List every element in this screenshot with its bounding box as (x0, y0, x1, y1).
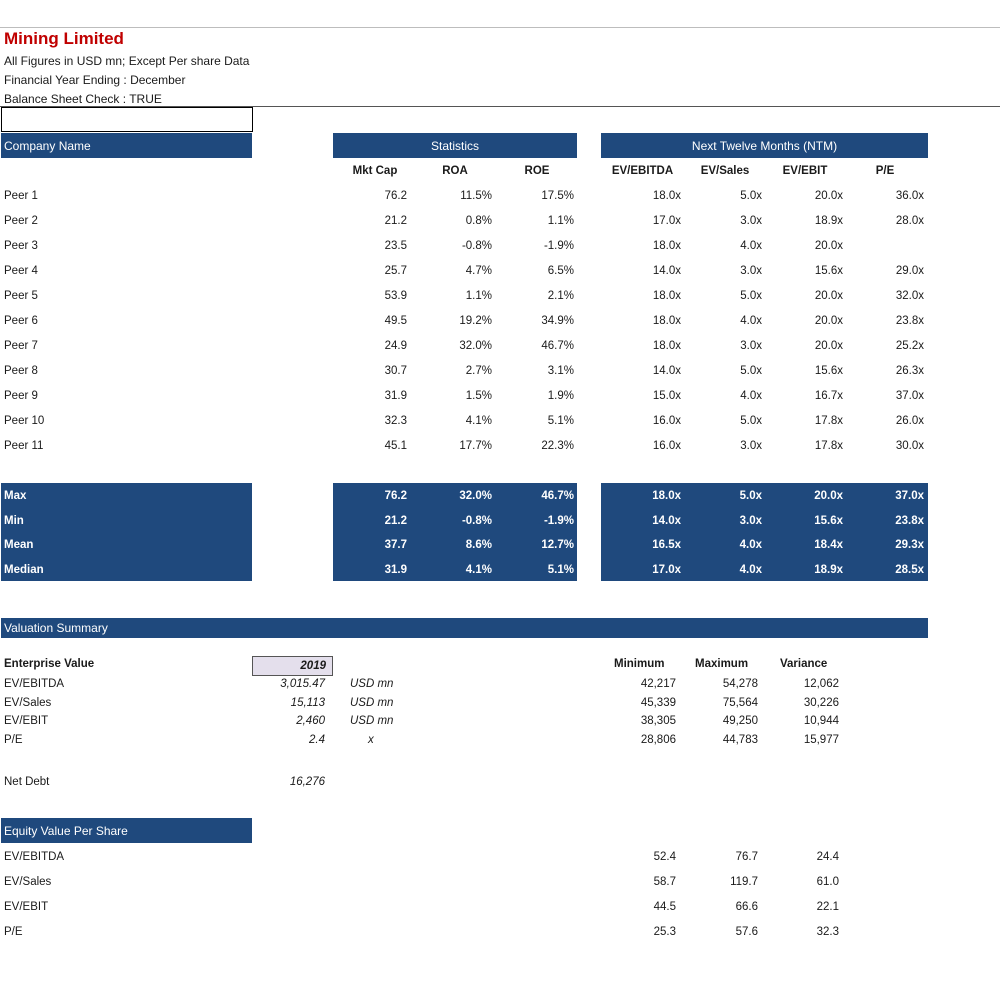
summary-ev-ebit-value: 15.6x (814, 514, 843, 527)
equity-var: 61.0 (816, 876, 839, 888)
peer-name: Peer 11 (4, 440, 44, 452)
units-note: All Figures in USD mn; Except Per share Data (4, 54, 250, 68)
equity-var: 24.4 (816, 851, 839, 863)
ev-sales-value: 3.0x (740, 265, 762, 277)
roa-value: -0.8% (461, 240, 492, 252)
ev-ebitda-value: 18.0x (652, 340, 681, 352)
peer-name: Peer 3 (4, 240, 38, 252)
ev-ebitda-value: 18.0x (652, 240, 681, 252)
company-name-band (1, 133, 252, 158)
top-divider (0, 27, 1000, 28)
ev-sales-value: 4.0x (740, 390, 762, 402)
summary-pe-value: 37.0x (895, 490, 924, 502)
year-input[interactable]: 2019 (252, 656, 333, 676)
pe-value: 29.0x (895, 265, 924, 277)
mkt-cap-value: 31.9 (384, 390, 407, 402)
pe-value (848, 234, 924, 259)
equity-max: 119.7 (730, 876, 758, 888)
statistics-header: Statistics (430, 138, 479, 153)
valuation-value: 2,460 (296, 715, 325, 727)
valuation-max: 49,250 (722, 715, 758, 727)
valuation-metric: EV/EBIT (4, 715, 49, 727)
valuation-value: 15,113 (290, 696, 325, 709)
valuation-summary-band (1, 618, 928, 638)
peer-name: Peer 2 (4, 215, 38, 227)
pe-value: 36.0x (895, 190, 924, 202)
ev-ebit-value: 15.6x (814, 265, 843, 277)
ev-ebit-value: 20.0x (814, 315, 843, 327)
ev-ebit-value: 17.8x (814, 415, 843, 427)
ev-sales-value: 5.0x (740, 190, 762, 202)
equity-min: 25.3 (653, 926, 676, 938)
summary-ev-ebit-value: 18.4x (814, 539, 843, 551)
fiscal-year-note: Financial Year Ending : December (4, 73, 186, 87)
summary-ev-ebit-value: 20.0x (814, 490, 843, 502)
valuation-metric: EV/EBITDA (4, 678, 65, 690)
roa-value: 17.7% (459, 440, 492, 452)
mkt-cap-value: 45.1 (384, 440, 407, 452)
mkt-cap-value: 25.7 (384, 265, 407, 277)
valuation-var: 12,062 (803, 678, 839, 690)
summary-roe-value: 5.1% (547, 563, 574, 576)
roe-value: -1.9% (543, 240, 574, 252)
peer-name: Peer 5 (4, 290, 38, 302)
summary-pe-value: 23.8x (895, 514, 924, 527)
ev-sales-value: 5.0x (740, 415, 762, 427)
col-ev-ebitda: EV/EBITDA (611, 165, 674, 177)
equity-metric: EV/Sales (4, 876, 52, 888)
peer-name: Peer 7 (4, 340, 38, 352)
roe-value: 17.5% (541, 190, 574, 202)
peer-row (0, 409, 1000, 434)
ev-ebitda-value: 14.0x (652, 365, 681, 377)
roa-value: 1.5% (465, 390, 492, 402)
page-title: Mining Limited (4, 29, 124, 48)
ev-ebitda-value: 14.0x (652, 265, 681, 277)
ev-ebit-value: 20.0x (814, 240, 843, 252)
col-ev-sales: EV/Sales (700, 165, 750, 177)
summary-ev-sales-value: 5.0x (739, 490, 762, 502)
peer-row (0, 234, 1000, 259)
valuation-row (0, 712, 1000, 731)
variance-header: Variance (780, 658, 828, 670)
ev-sales-value: 4.0x (740, 315, 762, 327)
equity-var: 22.1 (816, 901, 839, 913)
valuation-var: 15,977 (803, 733, 839, 746)
valuation-min: 38,305 (640, 715, 676, 727)
valuation-value: 3,015.47 (280, 678, 325, 690)
summary-ev-ebitda-value: 14.0x (652, 514, 681, 527)
valuation-row (0, 675, 1000, 694)
col-roe: ROE (524, 165, 550, 177)
summary-ev-ebitda-value: 17.0x (652, 563, 681, 576)
roe-value: 5.1% (547, 415, 574, 427)
equity-value-band (1, 818, 252, 843)
valuation-min: 45,339 (640, 696, 676, 709)
roe-value: 1.9% (547, 390, 574, 402)
col-ev-ebit: EV/EBIT (782, 165, 828, 177)
roa-value: 2.7% (465, 365, 492, 377)
ev-sales-value: 5.0x (740, 290, 762, 302)
col-mkt-cap: Mkt Cap (352, 165, 398, 177)
summary-row (0, 558, 1000, 583)
ntm-band (601, 133, 928, 158)
selected-cell[interactable] (1, 107, 253, 132)
minimum-header: Minimum (614, 658, 665, 670)
summary-name: Min (4, 514, 24, 527)
equity-min: 52.4 (653, 851, 676, 863)
summary-roe-value: 12.7% (541, 539, 574, 551)
peer-row (0, 184, 1000, 209)
ev-ebit-value: 20.0x (814, 290, 843, 302)
statistics-band (333, 133, 577, 158)
roa-value: 0.8% (465, 215, 492, 227)
valuation-row (0, 731, 1000, 750)
equity-var: 32.3 (816, 926, 839, 938)
valuation-unit: USD mn (350, 696, 394, 709)
summary-row (0, 509, 1000, 534)
roa-value: 32.0% (459, 340, 492, 352)
roa-value: 19.2% (459, 315, 492, 327)
valuation-summary-header: Valuation Summary (4, 621, 108, 635)
summary-mkt-cap-value: 37.7 (384, 539, 407, 551)
pe-value: 26.0x (895, 415, 924, 427)
summary-roe-value: 46.7% (541, 490, 574, 502)
ev-ebit-value: 18.9x (814, 215, 843, 227)
peer-row (0, 284, 1000, 309)
summary-row (0, 484, 1000, 509)
summary-pe-value: 29.3x (895, 539, 924, 551)
equity-min: 44.5 (653, 901, 676, 913)
pe-value: 23.8x (895, 315, 924, 327)
pe-value: 30.0x (895, 440, 924, 452)
summary-ev-ebitda-value: 18.0x (652, 490, 681, 502)
summary-ev-sales-value: 4.0x (739, 539, 762, 551)
ev-ebit-value: 20.0x (814, 190, 843, 202)
summary-name: Median (4, 563, 44, 576)
equity-metric: P/E (4, 926, 23, 938)
roa-value: 11.5% (460, 190, 492, 202)
equity-value-header: Equity Value Per Share (4, 823, 128, 838)
roe-value: 3.1% (547, 365, 574, 377)
equity-metric: EV/EBITDA (4, 851, 65, 863)
equity-min: 58.7 (653, 876, 676, 888)
peer-row (0, 334, 1000, 359)
ev-sales-value: 3.0x (740, 340, 762, 352)
summary-roa-value: 32.0% (459, 490, 492, 502)
valuation-min: 28,806 (640, 733, 676, 746)
equity-metric: EV/EBIT (4, 901, 49, 913)
summary-ev-sales-value: 4.0x (739, 563, 762, 576)
valuation-max: 54,278 (722, 678, 758, 690)
pe-value: 25.2x (895, 340, 924, 352)
valuation-unit: USD mn (350, 715, 394, 727)
peer-row (0, 434, 1000, 459)
summary-ev-ebit-value: 18.9x (814, 563, 843, 576)
mkt-cap-value: 23.5 (384, 240, 407, 252)
peer-name: Peer 9 (4, 390, 38, 402)
roe-value: 34.9% (541, 315, 574, 327)
roe-value: 22.3% (541, 440, 574, 452)
summary-mkt-cap-value: 76.2 (384, 490, 407, 502)
mkt-cap-value: 49.5 (384, 315, 407, 327)
peer-name: Peer 1 (4, 190, 38, 202)
ev-ebitda-value: 16.0x (652, 415, 681, 427)
peer-name: Peer 4 (4, 265, 38, 277)
equity-row (0, 870, 1000, 895)
equity-row (0, 895, 1000, 920)
valuation-min: 42,217 (640, 678, 676, 690)
enterprise-value-label: Enterprise Value (4, 658, 95, 670)
summary-row (0, 533, 1000, 558)
ev-ebit-value: 15.6x (814, 365, 843, 377)
mkt-cap-value: 30.7 (384, 365, 407, 377)
ev-ebitda-value: 16.0x (652, 440, 681, 452)
peer-row (0, 384, 1000, 409)
summary-roa-value: 8.6% (465, 539, 492, 551)
summary-mkt-cap-value: 31.9 (384, 563, 407, 576)
ev-sales-value: 5.0x (740, 365, 762, 377)
summary-roa-value: -0.8% (461, 514, 492, 527)
peer-name: Peer 10 (4, 415, 45, 427)
pe-value: 26.3x (895, 365, 924, 377)
col-pe: P/E (875, 165, 895, 177)
mkt-cap-value: 21.2 (384, 215, 407, 227)
col-roa: ROA (442, 165, 468, 177)
summary-name: Mean (4, 539, 34, 551)
ev-ebitda-value: 18.0x (652, 190, 681, 202)
roe-value: 2.1% (547, 290, 574, 302)
valuation-row (0, 694, 1000, 713)
pe-value: 32.0x (895, 290, 924, 302)
summary-roa-value: 4.1% (465, 563, 492, 576)
valuation-var: 30,226 (803, 696, 839, 709)
ev-ebit-value: 20.0x (814, 340, 843, 352)
ev-sales-value: 4.0x (740, 240, 762, 252)
equity-row (0, 845, 1000, 870)
mkt-cap-value: 76.2 (384, 190, 407, 202)
mkt-cap-value: 24.9 (384, 340, 407, 352)
ntm-header: Next Twelve Months (NTM) (691, 138, 838, 153)
roe-value: 46.7% (541, 340, 574, 352)
peer-row (0, 259, 1000, 284)
peer-name: Peer 6 (4, 315, 38, 327)
roe-value: 6.5% (547, 265, 574, 277)
valuation-var: 10,944 (803, 715, 839, 727)
mkt-cap-value: 32.3 (384, 415, 407, 427)
valuation-unit: x (368, 733, 374, 746)
summary-roe-value: -1.9% (543, 514, 574, 527)
equity-max: 66.6 (735, 901, 758, 913)
ev-ebitda-value: 18.0x (652, 290, 681, 302)
roe-value: 1.1% (547, 215, 574, 227)
company-name-header: Company Name (4, 138, 91, 153)
equity-max: 76.7 (735, 851, 758, 863)
ev-ebit-value: 16.7x (814, 390, 843, 402)
peer-row (0, 359, 1000, 384)
ev-sales-value: 3.0x (740, 440, 762, 452)
valuation-max: 44,783 (722, 733, 758, 746)
valuation-value: 2.4 (309, 733, 325, 746)
peer-name: Peer 8 (4, 365, 38, 377)
roa-value: 4.7% (465, 265, 492, 277)
ev-ebit-value: 17.8x (814, 440, 843, 452)
net-debt-value: 16,276 (289, 776, 325, 788)
balance-check-note: Balance Sheet Check : TRUE (4, 92, 162, 106)
ev-ebitda-value: 15.0x (652, 390, 681, 402)
mkt-cap-value: 53.9 (384, 290, 407, 302)
pe-value: 28.0x (895, 215, 924, 227)
ev-ebitda-value: 18.0x (652, 315, 681, 327)
summary-pe-value: 28.5x (895, 563, 924, 576)
equity-max: 57.6 (735, 926, 758, 938)
valuation-metric: P/E (4, 733, 23, 746)
equity-row (0, 920, 1000, 945)
roa-value: 1.1% (465, 290, 492, 302)
peer-row (0, 309, 1000, 334)
summary-mkt-cap-value: 21.2 (384, 514, 407, 527)
summary-name: Max (4, 490, 27, 502)
valuation-max: 75,564 (722, 696, 758, 709)
peer-row (0, 209, 1000, 234)
maximum-header: Maximum (695, 658, 749, 670)
summary-ev-ebitda-value: 16.5x (652, 539, 681, 551)
summary-ev-sales-value: 3.0x (739, 514, 762, 527)
ev-ebitda-value: 17.0x (652, 215, 681, 227)
net-debt-label: Net Debt (4, 776, 50, 788)
roa-value: 4.1% (465, 415, 492, 427)
pe-value: 37.0x (895, 390, 924, 402)
ev-sales-value: 3.0x (740, 215, 762, 227)
valuation-metric: EV/Sales (4, 696, 52, 709)
valuation-unit: USD mn (350, 678, 394, 690)
